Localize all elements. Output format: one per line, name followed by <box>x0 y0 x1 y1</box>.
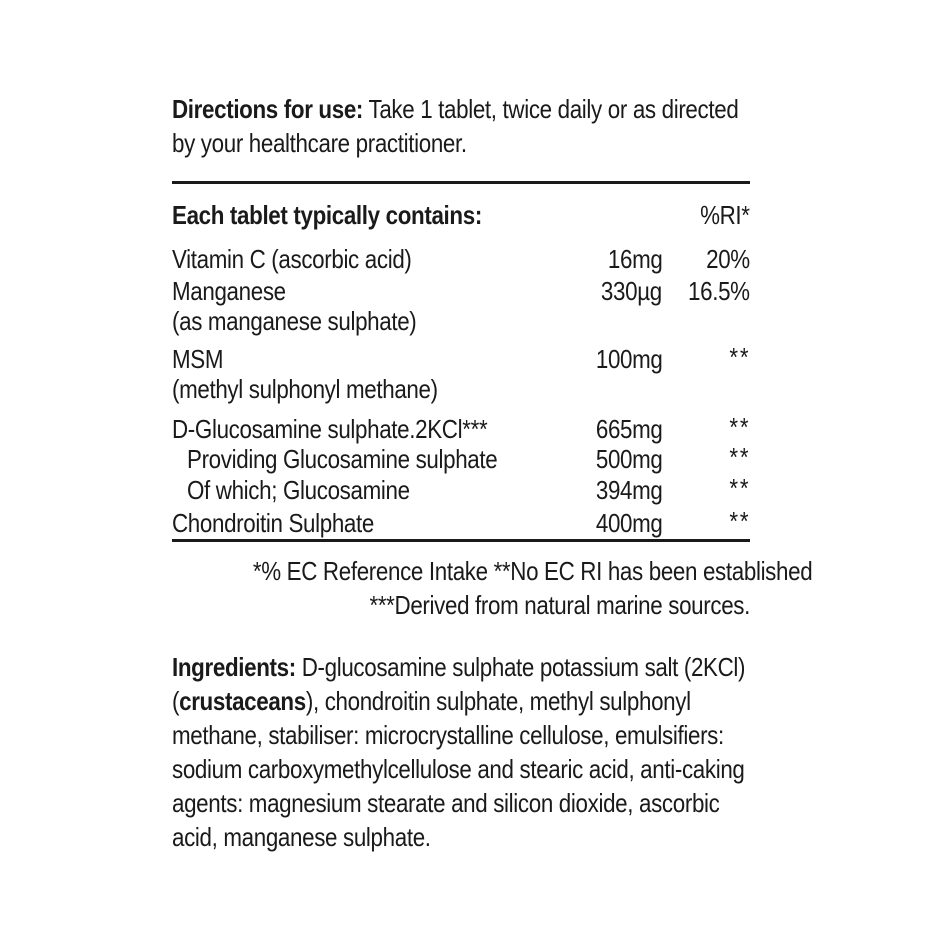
table-heading: Each tablet typically contains: <box>172 200 482 230</box>
ingredients-paragraph <box>172 650 750 854</box>
nutrient-name: Chondroitin Sulphate <box>172 508 374 538</box>
nutrient-ri: 20% <box>706 244 750 274</box>
bottom-divider <box>172 539 750 542</box>
nutrient-name: Vitamin C (ascorbic acid) <box>172 244 412 274</box>
ingredients-text-start: D-glucosamine sulphate potassium salt (2KCl) ( <box>172 652 746 716</box>
nutrient-ri: ** <box>729 473 750 503</box>
nutrient-amount: 500mg <box>595 444 662 474</box>
ingredients-heading: Ingredients: <box>172 652 296 682</box>
nutrient-amount: 16mg <box>607 244 662 274</box>
nutrient-amount: 394mg <box>595 475 662 505</box>
top-divider <box>172 181 750 184</box>
nutrient-amount: 665mg <box>595 414 662 444</box>
nutrient-name: Providing Glucosamine sulphate <box>187 444 498 474</box>
nutrient-name: (as manganese sulphate) <box>172 306 417 336</box>
ri-column-header: %RI* <box>700 200 750 230</box>
ingredients-text-end: ), chondroitin sulphate, methyl sulphonyl methane, stabiliser: microcrystalline cellulose, emulsifiers: sodium carboxymethylcellulose and stearic acid, anti-caking agents: magnesium stearate and silicon dioxide, ascorbic acid, manganese sulphate. <box>172 686 745 852</box>
table-row <box>172 444 750 475</box>
table-row <box>172 475 750 508</box>
table-row <box>172 244 750 276</box>
table-row <box>172 374 750 414</box>
table-header-row <box>172 200 750 244</box>
directions-text: Take 1 tablet, twice daily or as directed by your healthcare practitioner. <box>172 94 739 158</box>
directions-paragraph <box>172 92 750 160</box>
table-row <box>172 276 750 306</box>
nutrient-name: MSM <box>172 344 224 374</box>
nutrition-table <box>172 200 750 538</box>
footnote-ri: *% EC Reference Intake **No EC RI has been established <box>252 556 813 586</box>
table-row <box>172 508 750 538</box>
nutrient-name: D-Glucosamine sulphate.2KCl*** <box>172 414 488 444</box>
table-row <box>172 306 750 344</box>
nutrient-name: Of which; Glucosamine <box>187 475 410 505</box>
allergen-text: crustaceans <box>179 686 306 716</box>
footnotes <box>172 554 813 622</box>
nutrient-ri: ** <box>729 342 750 372</box>
nutrient-ri: ** <box>729 506 750 536</box>
nutrient-amount: 330µg <box>601 276 662 306</box>
table-row <box>172 414 750 444</box>
table-row <box>172 344 750 374</box>
nutrient-name: (methyl sulphonyl methane) <box>172 374 438 404</box>
nutrient-name: Manganese <box>172 276 286 306</box>
nutrient-ri: ** <box>729 442 750 472</box>
nutrient-amount: 400mg <box>595 508 662 538</box>
directions-heading: Directions for use: <box>172 94 364 124</box>
footnote-source: ***Derived from natural marine sources. <box>369 590 750 620</box>
nutrient-ri: 16.5% <box>688 276 750 306</box>
nutrient-ri: ** <box>729 412 750 442</box>
nutrient-amount: 100mg <box>595 344 662 374</box>
